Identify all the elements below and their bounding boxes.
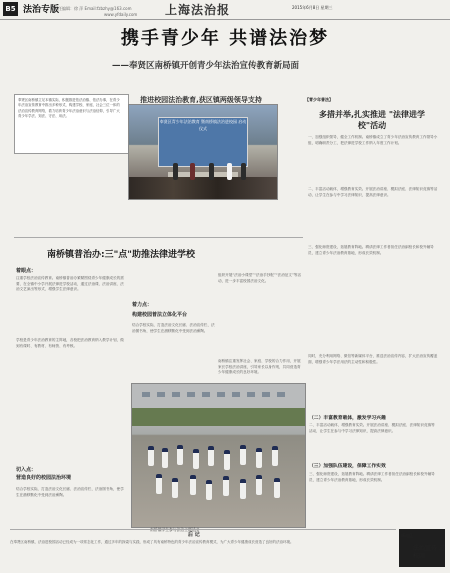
student-figure: [193, 449, 199, 469]
right-section-paragraph-2: 同时，充分利用网络、微信等新媒体平台，推送法治宣传内容，扩大法治宣传覆盖面，增强青少年学法用法的主动性和积极性。: [308, 354, 438, 364]
building-window: [277, 392, 285, 397]
student-figure: [162, 448, 168, 468]
headline: 携手青少年 共谱法治梦: [120, 28, 330, 49]
student-figure: [208, 446, 214, 466]
student-figure: [156, 474, 162, 494]
left-subhead-3: 营造良好的校园法治环境: [16, 475, 72, 481]
speaker-person: [241, 163, 246, 180]
building-window: [187, 392, 195, 397]
section-title: 南桥镇普治办:三"点"助推法律进学校: [47, 250, 195, 260]
middle-subhead: 着力点：: [132, 302, 153, 308]
bottom-photo: [131, 383, 306, 528]
student-figure: [172, 478, 178, 498]
student-figure: [256, 448, 262, 468]
right-paragraph-1: 一、加强组织领导，健全工作机制。南桥镇成立了青少年法治宣传教育工作领导小组，明确职责分工，把法律进学校工作纳入年度工作计划。: [308, 135, 438, 145]
editor-email: 责任编辑：徐 萍 Email:fzbzhy@163.com: [54, 6, 132, 11]
right-box-title-2: （三）加强队伍建设，保障工作实效: [309, 464, 386, 469]
section-name: 法治专版: [23, 5, 60, 15]
right-paragraph-3: 三、强化师资建设，拓展教育阵地。聘请法律工作者担任法治副校长和校外辅导员，建立青少年法治教育基地，形成长效机制。: [308, 245, 434, 255]
issue-date: 2015年6月8日 星期三: [292, 5, 333, 10]
subheadline: ——奉贤区南桥镇开创青少年法治宣传教育新局面: [112, 61, 300, 71]
speaker-person: [190, 163, 195, 180]
event-screen: 奉贤区青少年法治教育 暨南桥镇法治进校园 启动仪式: [158, 117, 248, 167]
student-figure: [274, 478, 280, 498]
page-header: [0, 0, 450, 20]
building-window: [232, 392, 240, 397]
newspaper-brand: 上海法治报: [165, 3, 231, 17]
speaker-person: [173, 163, 178, 180]
website-link[interactable]: www.yfdaily.com: [104, 12, 138, 17]
right-box-text-2: 三、强化师资建设，拓展教育阵地。聘请法律工作者担任法治副校长和校外辅导员，建立青少年法治教育基地，形成长效机制。: [309, 472, 435, 482]
left-paragraph-2: 学校是青少年法治教育的主阵地，各校把法治教育纳入教学计划，做到有课时、有教材、有师资、有考核。: [16, 338, 124, 348]
student-figure: [206, 480, 212, 500]
speaker-person: [209, 163, 214, 180]
footer-title: 后 记: [188, 532, 200, 538]
building-window: [172, 392, 180, 397]
page-logo: B5: [3, 2, 18, 16]
top-photo: [128, 104, 278, 200]
building-window: [202, 392, 210, 397]
building-window: [142, 392, 150, 397]
middle-subhead-2: 构建校园普法立体化平台: [132, 312, 188, 318]
left-paragraph-1: 注重学校法治宣传教育。南桥镇普治办紧紧围绕青少年健康成长的需要，在全镇中小学开展法律进学校活动，通过法治课、法治讲座、法治文艺演出等形式，增强学生法律意识。: [16, 276, 124, 292]
speaker-person: [227, 163, 232, 180]
building-window: [217, 392, 225, 397]
left-paragraph-3: 结合学校实际，打造法治文化长廊、法治宣传栏、法治图书角，使学生在潜移默化中受到法治熏陶。: [16, 487, 124, 497]
trees-strip: [132, 408, 305, 426]
left-subhead-2: 切入点：: [16, 467, 37, 473]
student-figure: [223, 476, 229, 496]
student-figure: [224, 450, 230, 470]
right-box-text-1: 二、丰富活动载体，增强教育实效。开展法治讲座、模拟法庭、法律知识竞赛等活动，让学生在参与中学习法律知识，提高法律意识。: [309, 423, 435, 433]
right-column-tag: 【青少年普法】: [305, 97, 333, 102]
footer-divider: [10, 529, 396, 530]
student-figure: [272, 446, 278, 466]
ad-small-text: 杨浦区: [401, 533, 413, 538]
building-window: [157, 392, 165, 397]
section-divider: [14, 237, 303, 238]
middle-paragraph-1: 结合学校实际，打造法治文化长廊、法治宣传栏、法治图书角，使学生在潜移默化中受到法治熏陶。: [132, 323, 215, 333]
student-figure: [256, 475, 262, 495]
footer-text: 在奉贤区南桥镇，法治进校园活动已经成为一项常态化工作，通过多年的探索与实践，形成了具有南桥特色的青少年法治宣传教育模式，为广大青少年健康成长营造了良好的法治环境。: [10, 540, 294, 544]
right-paragraph-2: 二、丰富活动载体，增强教育实效。开展法治讲座、模拟法庭、法律知识竞赛等活动，让学生在参与中学习法律知识，提高法律意识。: [308, 187, 438, 197]
top-photo-caption: 推进校园法治教育,获区镇两级领导支持: [140, 96, 262, 104]
left-subhead: 着眼点：: [16, 268, 37, 274]
intro-text: 奉贤区南桥镇立足本镇实际，积极推进依法治镇、依法办事，在青少年法治宣传教育中推出多种形式，构建学校、家庭、社会三位一体的法治宣传教育网络，着力培育青少年法治意识与法治信仰，引导广大青少年学法、知法、守法、用法。: [18, 98, 120, 119]
student-figure: [240, 479, 246, 499]
right-section-paragraph-1: 南桥镇注重发挥社会、家庭、学校的合力作用，开展家长学校法治讲座，引导家长以身作则，共同营造青少年健康成长的良好环境。: [218, 359, 301, 375]
right-column-title: 多措并举,扎实推进 "法律进学校"活动: [319, 110, 425, 130]
building-window: [262, 392, 270, 397]
student-figure: [190, 475, 196, 495]
student-figure: [177, 445, 183, 465]
middle-paragraph-2: 组织开展“法治小课堂”“法治手抄报”“法治征文”等活动，进一步丰富校园法治文化。: [218, 273, 302, 283]
ad-big-text: 法治宣传 进校园: [413, 545, 446, 560]
student-figure: [240, 445, 246, 465]
building-window: [247, 392, 255, 397]
audience-strip: [129, 177, 277, 199]
right-box-title-1: （二）丰富教育载体，激发学习兴趣: [309, 416, 386, 421]
student-figure: [148, 446, 154, 466]
